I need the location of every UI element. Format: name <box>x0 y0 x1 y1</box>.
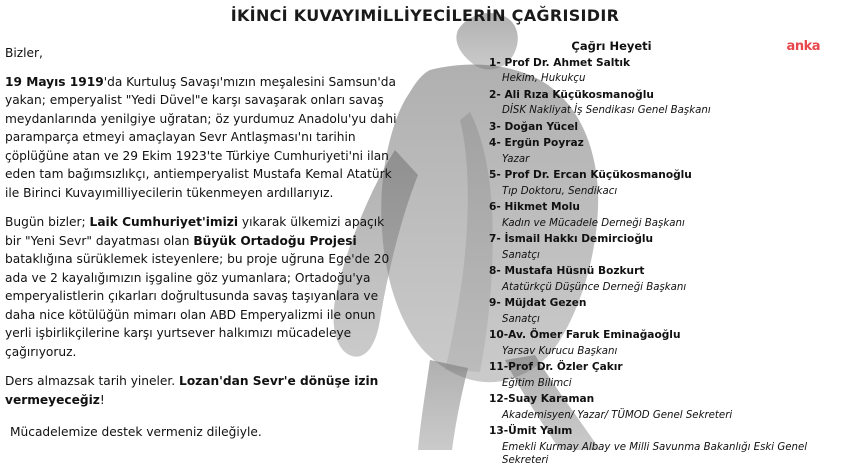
member-name: 9- Müjdat Gezen <box>489 297 587 310</box>
committee-member <box>489 169 819 198</box>
paragraph-warning-span: ! <box>99 392 105 407</box>
paragraph-call-span: yıkarak ülkemizi apaçık bir "Yeni Sevr" dayatması olan <box>5 215 385 248</box>
paragraph-call-span: bataklığına sürüklemek isteyenlere; bu proje uğruna Ege'de 20 ada ve 2 kayalığımızın işgaline göz yumanlara; Ortadoğu'ya emperyalistlerin çıkarları doğrultusunda savaş taşıyanlara ve daha nice kötülüğün mimarı olan ABD Emperyalizmi ile onun yerli işbirlikçilerine karşı yurtsever halkımızı mücadeleye çağırıyoruz. <box>5 252 390 359</box>
closing-line: Mücadelemize destek vermeniz dileğiyle. <box>10 425 262 439</box>
member-role: Hekim, Hukukçu <box>502 73 586 85</box>
member-role: DİSK Nakliyat İş Sendikası Genel Başkanı <box>502 105 711 117</box>
paragraph-call-span: Büyük Ortadoğu Projesi <box>193 233 357 248</box>
member-name: 7- İsmail Hakkı Demircioğlu <box>489 233 654 246</box>
committee-member <box>489 137 819 166</box>
member-role: Akademisyen/ Yazar/ TÜMOD Genel Sekreteri <box>502 409 733 421</box>
committee-member <box>489 57 819 86</box>
committee-member <box>489 329 819 358</box>
member-role: Yazar <box>502 153 530 165</box>
committee-member <box>489 361 819 390</box>
member-name: 10-Av. Ömer Faruk Eminağaoğlu <box>489 329 681 342</box>
committee-panel <box>489 39 819 471</box>
member-name: 11-Prof Dr. Özler Çakır <box>489 361 623 374</box>
paragraph-history <box>5 73 400 203</box>
committee-member <box>489 265 819 294</box>
member-name: 13-Ümit Yalım <box>489 425 573 438</box>
member-role: Eğitim Bilimci <box>502 377 572 389</box>
member-role: Kadın ve Mücadele Derneği Başkanı <box>502 217 685 229</box>
member-role: Yarsav Kurucu Başkanı <box>502 345 618 357</box>
page-title: İKİNCİ KUVAYIMİLLİYECİLERİN ÇAĞRISIDIR <box>230 6 620 25</box>
member-role: Sanatçı <box>502 313 540 325</box>
member-name: 4- Ergün Poyraz <box>489 137 584 150</box>
committee-member <box>489 425 819 468</box>
member-name: 6- Hikmet Molu <box>489 201 580 214</box>
member-name: 8- Mustafa Hüsnü Bozkurt <box>489 265 645 278</box>
paragraph-warning <box>5 372 400 409</box>
member-role: Emekli Kurmay Albay ve Milli Savunma Bakanlığı Eski Genel Sekreteri <box>502 441 808 467</box>
greeting: Bizler, <box>5 46 43 60</box>
member-name: 2- Ali Rıza Küçükosmanoğlu <box>489 89 654 101</box>
committee-member <box>489 233 819 262</box>
committee-member <box>489 201 819 230</box>
committee-member <box>489 89 819 118</box>
letter-body <box>5 44 400 453</box>
paragraph-history-span: 19 Mayıs 1919 <box>5 74 104 89</box>
paragraph-call <box>5 213 400 361</box>
committee-title: Çağrı Heyeti <box>571 39 652 53</box>
anka-logo: anka <box>786 39 820 54</box>
committee-member <box>489 121 819 134</box>
member-role: Tıp Doktoru, Sendikacı <box>502 185 618 197</box>
member-name: 3- Doğan Yücel <box>489 121 579 133</box>
paragraph-warning-span: Ders almazsak tarih yineler. <box>5 374 180 388</box>
paragraph-call-span: Bugün bizler; <box>5 215 90 229</box>
committee-member <box>489 297 819 326</box>
member-name: 5- Prof Dr. Ercan Küçükosmanoğlu <box>489 169 692 182</box>
paragraph-call-span: Laik Cumhuriyet'imizi <box>89 215 239 229</box>
committee-member <box>489 393 819 422</box>
member-name: 1- Prof Dr. Ahmet Saltık <box>489 57 631 69</box>
member-role: Atatürkçü Düşünce Derneği Başkanı <box>502 281 687 293</box>
member-name: 12-Suay Karaman <box>489 393 595 406</box>
paragraph-history-span: 'da Kurtuluş Savaşı'mızın meşalesini Samsun'da yakan; emperyalist "Yedi Düvel"e karşı savaşarak onları savaş meydanlarında yenilgiye uğratan; öz yurdumuz Anadolu'yu dahi paramparça etmeyi amaçlayan Sevr Antlaşması'nı tarihin çöplüğüne atan ve 29 Ekim 1923'te Türkiye Cumhuriyeti'ni ilan eden tam bağımsızlıkçı, antiemperyalist Mustafa Kemal Atatürk ile Birinci Kuvayımilliyecilerin tükenmeyen ardıllarıyız. <box>5 74 397 200</box>
member-role: Sanatçı <box>502 249 540 261</box>
paragraph-warning-span: Lozan'dan Sevr'e dönüşe izin vermeyeceğiz <box>5 374 379 407</box>
